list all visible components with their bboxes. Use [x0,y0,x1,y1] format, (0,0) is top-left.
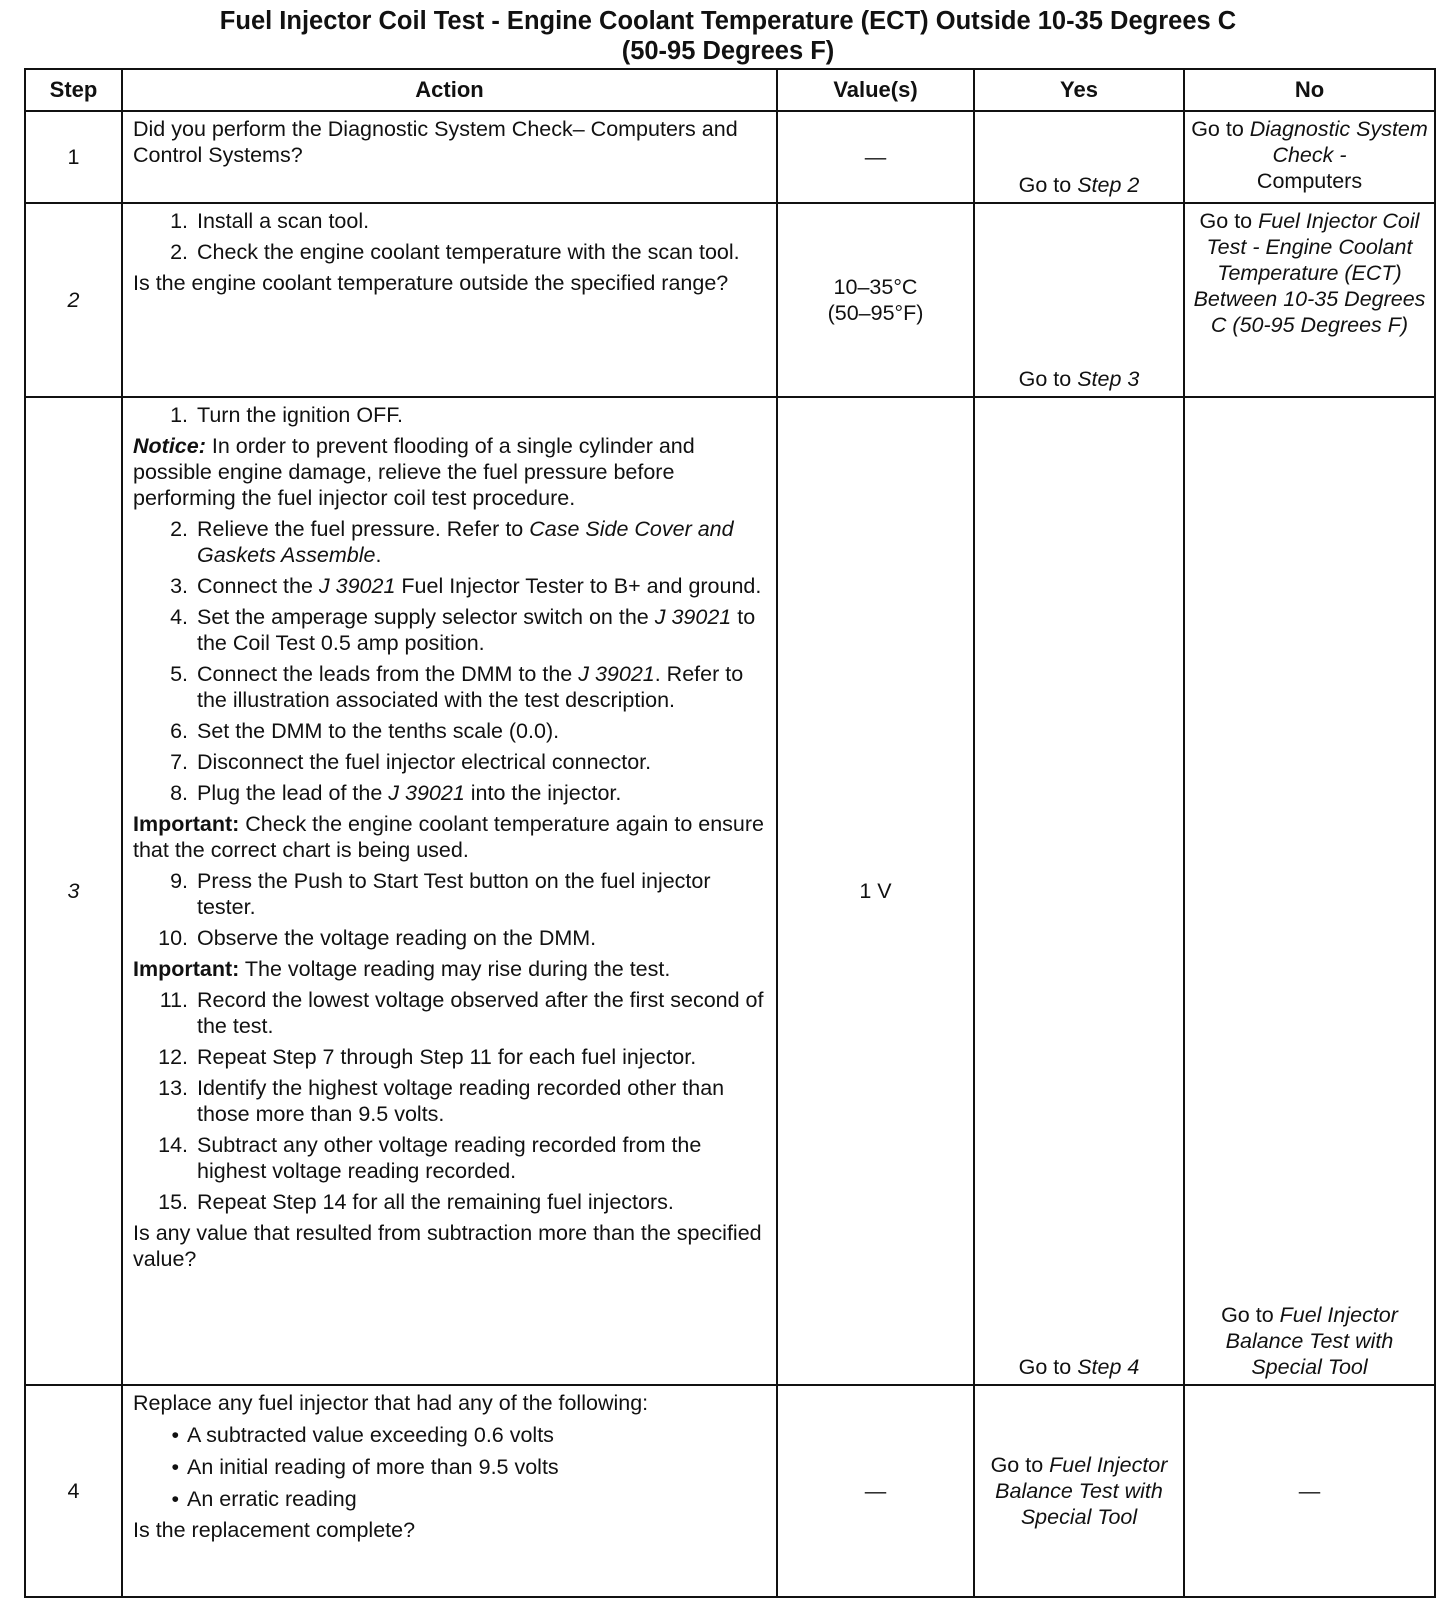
no-prefix: Go to [1221,1303,1280,1327]
list-item: 8. Plug the lead of the J 39021 into the injector. [170,781,622,805]
list-item: 13. Identify the highest voltage reading recorded other than those more than 9.5 volts. [158,1076,725,1126]
list-item: 14. Subtract any other voltage reading recorded from the highest voltage reading recorded. [158,1133,702,1183]
important-paragraph: Important: The voltage reading may rise during the test. [133,957,671,981]
list-item: 1. Turn the ignition OFF. [170,403,403,427]
important-paragraph: Important: Check the engine coolant temperature again to ensure that the correct chart is being used. [133,812,764,862]
bullet-icon: • [171,1487,179,1511]
no-cell [1184,111,1435,203]
yes-step-link[interactable]: Step 3 [1077,367,1140,391]
step-number: 1 [25,111,122,203]
value-celsius: 10–35°C [833,275,918,299]
diagnostic-table [24,68,1436,1598]
yes-prefix: Go to [990,1453,1050,1477]
action-question: Is any value that resulted from subtraction more than the specified value? [133,1221,762,1271]
list-item: 9. Press the Push to Start Test button on the fuel injector tester. [170,869,711,919]
no-suffix: Computers [1256,169,1363,193]
list-item: • An initial reading of more than 9.5 volts [133,1454,766,1480]
yes-cell [974,397,1184,1385]
list-item: 3. Connect the J 39021 Fuel Injector Tester to B+ and ground. [170,574,762,598]
title-line-1: Fuel Injector Coil Test - Engine Coolant Temperature (ECT) Outside 10-35 Degrees C [219,7,1237,35]
value-fahrenheit: (50–95°F) [827,301,924,325]
notice-paragraph: Notice: In order to prevent flooding of a single cylinder and possible engine damage, relieve the fuel pressure before performing the fuel injector coil test procedure. [133,434,695,510]
yes-prefix: Go to [1018,1355,1078,1379]
list-item: 11. Record the lowest voltage observed after the first second of the test. [159,988,764,1038]
list-item: 15. Repeat Step 14 for all the remaining fuel injectors. [158,1190,674,1214]
list-item: • An erratic reading [133,1486,766,1512]
action-cell [122,1385,777,1597]
action-question: Is the engine coolant temperature outside the specified range? [133,271,729,295]
page-title [0,6,1456,66]
no-cell [1184,397,1435,1385]
step-number: 4 [25,1385,122,1597]
action-cell [122,203,777,397]
title-line-2: (50-95 Degrees F) [621,37,835,65]
no-procedure-link[interactable]: Diagnostic System Check - [1249,117,1428,167]
yes-prefix: Go to [1018,173,1078,197]
no-procedure-link[interactable]: Fuel Injector Balance Test with Special Tool [1225,1303,1398,1379]
header-no: No [1184,69,1435,111]
yes-cell [974,1385,1184,1597]
list-item: 7. Disconnect the fuel injector electrical connector. [170,750,652,774]
important-label: Important: [133,957,240,981]
list-item: 5. Connect the leads from the DMM to the J 39021. Refer to the illustration associated with the test description. [170,662,744,712]
table-header-row [25,69,1435,111]
table-row-step-2 [25,203,1435,397]
list-item: 1. Install a scan tool. [170,209,370,233]
list-item: 2. Check the engine coolant temperature with the scan tool. [170,240,740,264]
action-text: Did you perform the Diagnostic System Check– Computers and Control Systems? [133,117,738,167]
bullet-icon: • [171,1455,179,1479]
header-values: Value(s) [777,69,974,111]
header-yes: Yes [974,69,1184,111]
tool-reference: J 39021 [578,662,655,686]
action-intro: Replace any fuel injector that had any of the following: [133,1391,649,1415]
table-row-step-3 [25,397,1435,1385]
no-procedure-link[interactable]: Fuel Injector Coil Test - Engine Coolant Temperature (ECT) Between 10-35 Degrees C (50-95 Degrees F) [1193,209,1426,337]
list-item: 10. Observe the voltage reading on the DMM. [158,926,597,950]
header-action: Action [122,69,777,111]
list-item: • A subtracted value exceeding 0.6 volts [133,1422,766,1448]
yes-procedure-link[interactable]: Fuel Injector Balance Test with Special Tool [995,1453,1168,1529]
no-prefix: Go to [1191,117,1250,141]
table-row-step-4 [25,1385,1435,1597]
tool-reference: J 39021 [388,781,465,805]
step-number: 2 [25,203,122,397]
step-number: 3 [25,397,122,1385]
tool-reference: J 39021 [654,605,732,629]
list-item: 6. Set the DMM to the tenths scale (0.0). [170,719,560,743]
action-cell [122,111,777,203]
value-cell: — [777,1385,974,1597]
list-item: 12. Repeat Step 7 through Step 11 for each fuel injector. [158,1045,697,1069]
value-cell [777,203,974,397]
yes-step-link[interactable]: Step 2 [1077,173,1140,197]
no-cell: — [1184,1385,1435,1597]
table-row-step-1 [25,111,1435,203]
no-cell [1184,203,1435,397]
tool-reference: J 39021 [318,574,396,598]
yes-cell [974,203,1184,397]
list-item: 2. Relieve the fuel pressure. Refer to Case Side Cover and Gaskets Assemble. [170,517,734,567]
bullet-icon: • [171,1423,179,1447]
no-prefix: Go to [1199,209,1259,233]
action-cell [122,397,777,1385]
notice-label: Notice: [133,434,206,458]
important-label: Important: [133,812,240,836]
header-step: Step [25,69,122,111]
yes-step-link[interactable]: Step 4 [1077,1355,1140,1379]
yes-prefix: Go to [1018,367,1078,391]
list-item: 4. Set the amperage supply selector switch on the J 39021 to the Coil Test 0.5 amp position. [170,605,756,655]
yes-cell [974,111,1184,203]
value-cell: — [777,111,974,203]
reference-link[interactable]: Case Side Cover and Gaskets Assemble [197,517,734,567]
value-cell: 1 V [777,397,974,1385]
action-question: Is the replacement complete? [133,1518,416,1542]
